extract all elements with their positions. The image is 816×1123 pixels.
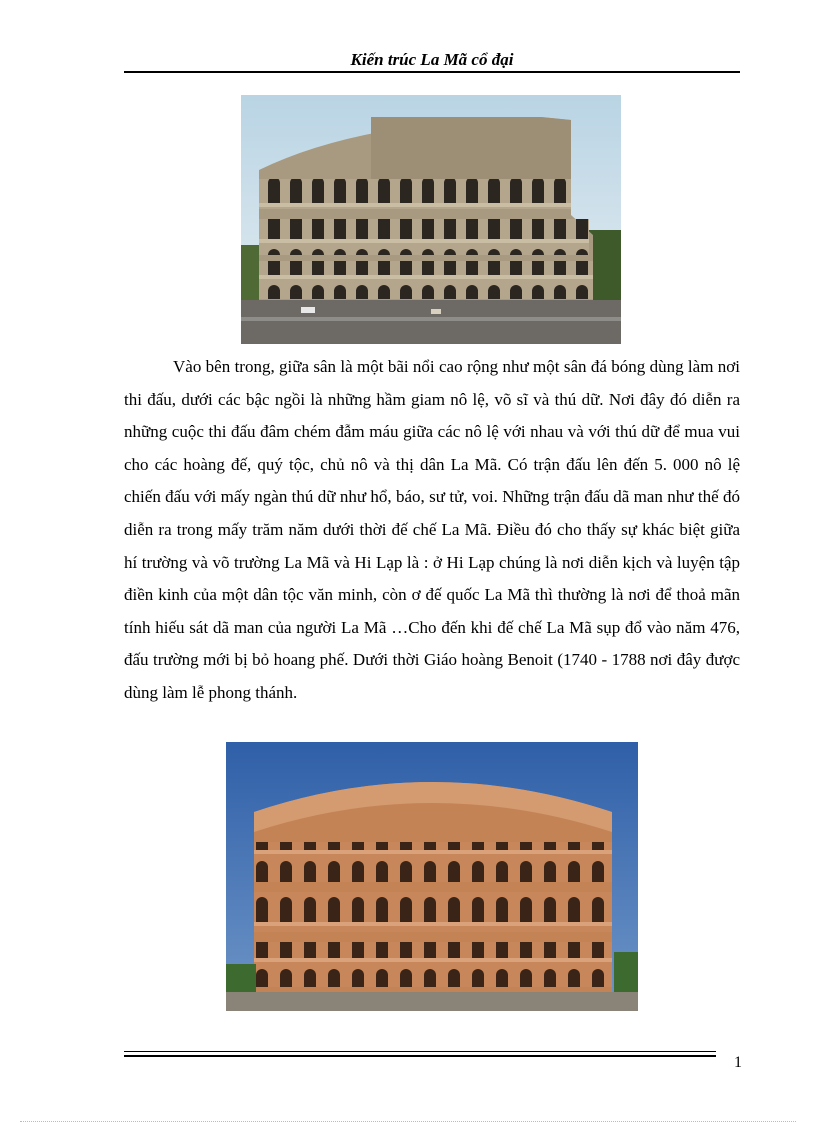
body-paragraph: Vào bên trong, giữa sân là một bãi nổi cao rộng như một sân đá bóng dùng làm nơi thi đấu, dưới các bậc ngồi là những hầm giam nô lệ, võ sĩ và thú dữ. Nơi đây đó diễn ra những cuộc thi đấu đâm chém đẫm máu giữa các nô lệ với nhau và với thú dữ để mua vui cho các hoàng đế, quý tộc, chủ nô và thị dân La Mã. Có trận đấu lên đến 5. 000 nô lệ chiến đấu với mấy ngàn thú dữ như hổ, báo, sư tử, voi. Những trận đấu dã man như thế đó diễn ra trong mấy trăm năm dưới thời đế chế La Mã. Điều đó cho thấy sự khác biệt giữa hí trường và võ trường La Mã và Hi Lạp là : ở Hi Lạp chúng là nơi diễn kịch và luyện tập điền kinh của một dân tộc văn minh, còn ơ đế quốc La Mã thì thường là nơi để thoả mãn tính hiếu sát dã man của người La Mã …Cho đến khi đế chế La Mã sụp đổ vào năm 476, đấu trường mới bị bỏ hoang phế. Dưới thời Giáo hoàng Benoit (1740 - 1788 nơi đây được dùng làm lễ phong thánh.	[124, 357, 740, 702]
colosseum-photo-top	[241, 95, 621, 344]
footer-rule-thin	[124, 1051, 716, 1052]
header-rule	[124, 71, 740, 73]
page-header-title: Kiến trúc La Mã cổ đại	[350, 50, 514, 69]
page-number: 1	[734, 1054, 742, 1071]
colosseum-photo-bottom	[226, 742, 638, 1011]
colosseum-photo-icon	[241, 95, 621, 344]
footer-rule-thick	[124, 1055, 716, 1057]
page-edge	[20, 1121, 796, 1122]
colosseum-photo-icon	[226, 742, 638, 1011]
